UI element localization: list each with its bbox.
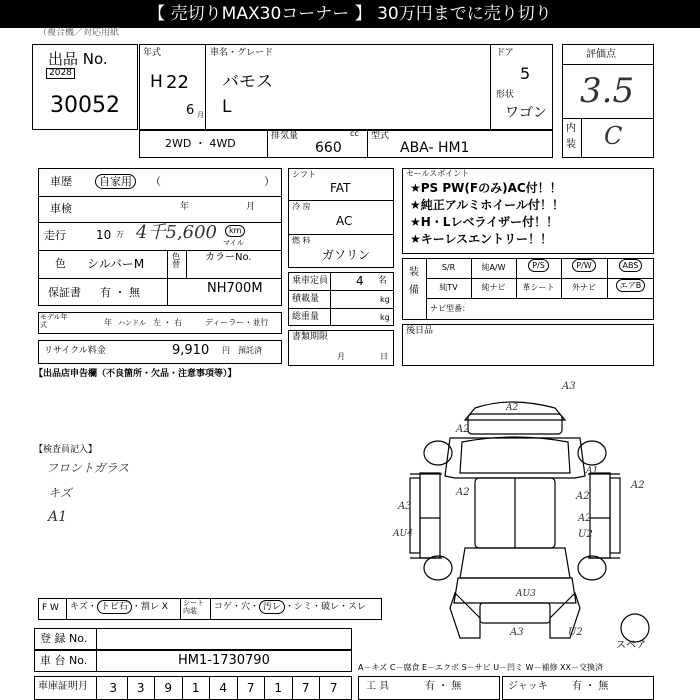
weight-unit: kg (380, 313, 390, 322)
damage-mark-3: A2 (631, 480, 645, 491)
model-year-unit: 年 (104, 318, 112, 327)
navi-model: ナビ型番： (430, 304, 470, 313)
warranty-label: 保証書 (48, 286, 81, 299)
interior-label-2: 装 (566, 139, 576, 150)
displacement-unit: cc (350, 129, 359, 138)
doc-expiry-label: 書類期限 (292, 332, 329, 342)
aircon-value: AC (336, 214, 353, 228)
damage-mark-2: A2 (456, 424, 470, 435)
history-label: 車歴 (50, 175, 72, 188)
interior-value: C (604, 122, 623, 150)
model-grade: L (222, 97, 232, 117)
equipment-label-2: 備 (409, 285, 419, 296)
doc-expiry-month-unit: 月 (337, 352, 345, 361)
seat-label: シート内装 (183, 599, 204, 615)
recycle-label: リサイクル料金 (44, 346, 106, 356)
shift-label: シフト (292, 170, 316, 179)
damage-mark-7: AU4 (393, 529, 413, 539)
load-label: 積載量 (292, 294, 320, 304)
doors-value: 5 (520, 64, 531, 83)
inspection-month-unit: 月 (246, 202, 256, 212)
equip-tv: 純TV (439, 283, 458, 292)
fuel-value: ガソリン (322, 248, 371, 262)
cert-digit: 4 (210, 676, 238, 700)
damage-mark-10: AU3 (516, 589, 536, 599)
damage-mark-5: A3 (398, 501, 412, 512)
cert-digit: 1 (265, 676, 293, 700)
chassis-label: 車 台 No. (40, 654, 88, 667)
seat-text: コゲ・穴・ 汚レ ・シミ・破レ・スレ (214, 602, 367, 612)
cert-digit: 7 (238, 676, 266, 700)
selling-point-3: ★H・Lレベライザー付！！ (410, 215, 559, 229)
jack-label: ジャッキ (508, 681, 548, 692)
recycle-note: 預託済 (238, 346, 262, 355)
score-value: 3.5 (580, 71, 635, 111)
handle-label: ハンドル (118, 319, 146, 327)
recycle-unit: 円 (222, 346, 230, 355)
equip-sr: S/R (441, 263, 456, 272)
color-code-label: カラーNo. (205, 252, 252, 263)
handle-value: 左 ・ 右 (153, 318, 183, 327)
model-year-label: モデル年式 (40, 313, 68, 329)
cert-digit: 9 (155, 676, 183, 700)
selling-points-label: セールスポイント (406, 169, 470, 178)
banner-text: 【 売切りMAX30コーナー 】 30万円までに売り切り (148, 4, 552, 24)
fw-label: F W (42, 603, 59, 613)
inspection-year-unit: 年 (180, 202, 190, 212)
tools-value: 有 ・ 無 (425, 681, 462, 692)
history-value: 自家用 (95, 174, 136, 189)
year-month-unit: 月 (197, 111, 204, 119)
tools-label: 工 具 (366, 681, 390, 692)
later-date-label: 後日品 (406, 326, 434, 336)
equip-navi: 純ナビ (481, 283, 506, 292)
damage-mark-6: A2 (576, 491, 590, 502)
selling-point-1: ★PS PW(Fのみ)AC付！！ (410, 181, 562, 195)
damage-mark-9: U2 (578, 529, 593, 540)
shape-label: 形状 (496, 90, 515, 100)
doors-label: ドア (496, 48, 514, 58)
selling-point-2: ★純正アルミホイール付！！ (410, 198, 565, 212)
history-paren: （ (150, 175, 161, 188)
model-label: 車名・グレード (210, 48, 274, 58)
type-label: 型式 (371, 131, 390, 141)
damage-mark-14: A1 (586, 466, 599, 476)
inspector-note-1: フロントガラス (46, 461, 130, 475)
top-note: （複合機／対応用紙 (38, 28, 120, 38)
color-value: シルバーM (87, 257, 145, 271)
equip-abs: ABS (607, 262, 654, 270)
doc-expiry-day-unit: 日 (380, 352, 388, 361)
recycle-value: 9,910 (172, 343, 210, 358)
equip-airbag: エアB (607, 282, 654, 290)
color-change-label: 色替 (172, 252, 180, 269)
displacement-value: 660 (315, 140, 342, 156)
year-month: 6 (186, 103, 195, 118)
cert-digit: 3 (128, 676, 156, 700)
lot-label: 出品 No. (48, 50, 108, 68)
damage-mark-8: A2 (578, 513, 592, 524)
equip-alloy: 純A/W (481, 263, 506, 272)
damage-mark-12: U2 (568, 627, 583, 638)
model-name: バモス (222, 72, 273, 92)
lot-number: 30052 (50, 93, 120, 118)
year-label: 年式 (143, 48, 162, 58)
mileage-mile: マイル (223, 239, 244, 247)
jack-value: 有 ・ 無 (572, 681, 609, 692)
spare-label: スペア (616, 640, 646, 651)
chassis-value: HM1-1730790 (178, 653, 270, 668)
cert-digit: 1 (183, 676, 211, 700)
shape-value: ワゴン (505, 105, 547, 121)
interior-label-1: 内 (566, 123, 576, 134)
capacity-unit: 名 (378, 276, 388, 286)
equip-ps: P/S (516, 262, 561, 270)
warranty-value: 有 ・ 無 (100, 286, 140, 299)
drive-text: 2WD ・ 4WD (165, 137, 236, 150)
damage-mark-1: A3 (562, 381, 576, 392)
mileage-value: 10 (96, 228, 112, 242)
capacity-label: 乗車定員 (292, 276, 329, 286)
fuel-label: 燃 料 (292, 236, 311, 245)
fw-text: キズ・ トビ石 ・割レ X (70, 602, 168, 612)
inspector-section-label: 【検査員記入】 (34, 445, 98, 455)
load-unit: kg (380, 295, 390, 304)
cert-digit: 7 (329, 681, 338, 695)
seller-section-label: 【出品店申告欄（不良箇所・欠品・注意事項等）】 (34, 369, 237, 379)
displacement-label: 排気量 (271, 131, 299, 141)
score-label: 評価点 (586, 49, 616, 60)
mileage-label: 走行 (44, 229, 66, 242)
lot-year-stamp: 2028 (46, 68, 75, 79)
cert-digit: 7 (293, 676, 321, 700)
cert-digit: 3 (100, 676, 128, 700)
equip-pw: P/W (561, 262, 607, 270)
mileage-km: km (225, 225, 245, 237)
selling-point-4: ★キーレスエントリー！！ (410, 232, 553, 246)
inspector-note-3: A1 (48, 509, 68, 525)
year-value: 22 (166, 72, 189, 93)
equipment-label-1: 装 (409, 267, 419, 278)
mileage-unit: 万 (116, 230, 124, 239)
history-paren-close: ） (264, 175, 275, 188)
damage-mark-13: A2 (506, 403, 519, 413)
damage-mark-11: A3 (510, 627, 524, 638)
registration-label: 登 録 No. (40, 632, 88, 645)
capacity-value: 4 (356, 274, 364, 288)
cert-label: 車庫証明月 (38, 681, 88, 692)
shift-value: FAT (330, 181, 351, 195)
weight-label: 総重量 (292, 312, 320, 322)
equip-leather: 革シート (522, 283, 555, 292)
later-date-box (402, 324, 654, 366)
mileage-handwritten: 4千5,600 (136, 222, 217, 243)
damage-legend: A－キズ C－腐食 E－エクボ S－サビ U－凹ミ W－補修 XX－交換済 (358, 663, 604, 672)
dealer-value: ディーラー・並行 (205, 318, 269, 327)
color-code: NH700M (207, 281, 263, 296)
equip-ext-navi: 外ナビ (572, 283, 596, 292)
aircon-label: 冷 房 (292, 202, 311, 211)
inspection-label: 車検 (50, 202, 72, 215)
type-value: ABA- HM1 (400, 140, 470, 156)
year-era: H (150, 72, 163, 92)
car-diagram (380, 378, 680, 648)
damage-mark-4: A2 (456, 487, 470, 498)
inspector-note-2: キズ (48, 486, 72, 500)
color-label: 色 (55, 257, 66, 270)
